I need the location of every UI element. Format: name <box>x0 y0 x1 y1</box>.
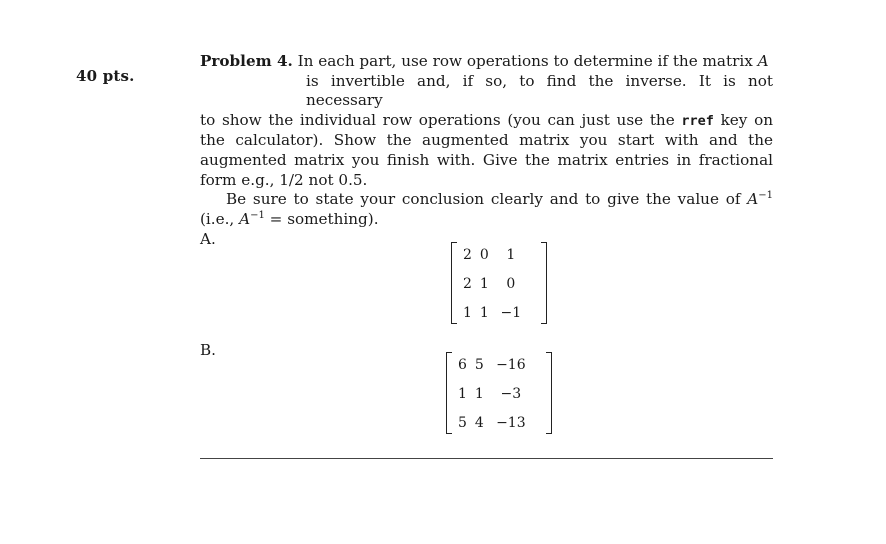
matrix-row <box>459 269 529 298</box>
points-label: 40 pts. <box>76 67 135 85</box>
matrix-a <box>459 240 529 327</box>
matrix-b <box>454 350 534 437</box>
matrix-row <box>454 350 534 379</box>
matrix-cell: 2 <box>463 275 472 292</box>
matrix-cell: −1 <box>500 304 522 321</box>
conclusion-text-c: = something). <box>269 209 379 228</box>
problem-statement <box>200 52 773 229</box>
conclusion-text-a: Be sure to state your conclusion clearly and to give the value of <box>226 190 741 209</box>
matrix-cell: 1 <box>479 275 489 292</box>
part-b-label: B. <box>200 341 216 359</box>
rref-key: rref <box>681 112 714 129</box>
matrix-cell: −13 <box>496 414 526 431</box>
matrix-cell: 6 <box>458 356 467 373</box>
inverse-base: A <box>747 190 759 209</box>
matrix-cell: −3 <box>500 385 522 402</box>
matrix-cell: 4 <box>474 414 484 431</box>
inverse-exponent: −1 <box>758 190 773 202</box>
inverse-exponent-2: −1 <box>250 209 265 221</box>
matrix-cell: 5 <box>458 414 467 431</box>
divider-rule <box>200 458 773 459</box>
matrix-cell: −16 <box>496 356 526 373</box>
matrix-b-right-bracket <box>546 352 552 434</box>
problem-line-3a: to show the individual row operations (you can just use the <box>200 110 675 129</box>
matrix-cell: 5 <box>474 356 484 373</box>
conclusion-instruction <box>200 190 773 229</box>
matrix-cell: 0 <box>479 246 489 263</box>
matrix-b-left-bracket <box>446 352 452 434</box>
matrix-cell: 1 <box>474 385 484 402</box>
matrix-a-right-bracket <box>541 242 547 324</box>
matrix-variable: A <box>757 52 769 70</box>
matrix-row <box>459 240 529 269</box>
problem-intro: In each part, use row operations to determine if the matrix <box>297 52 753 70</box>
matrix-cell: 1 <box>458 385 467 402</box>
matrix-cell: 1 <box>506 246 516 263</box>
inverse-base-2: A <box>239 209 251 228</box>
matrix-a-left-bracket <box>451 242 457 324</box>
problem-line-2: is invertible and, if so, to find the inverse. It is not necessary <box>306 71 773 110</box>
matrix-row <box>459 298 529 327</box>
matrix-cell: 1 <box>479 304 489 321</box>
matrix-row <box>454 408 534 437</box>
matrix-cell: 0 <box>506 275 516 292</box>
conclusion-text-b: (i.e., <box>200 209 235 228</box>
matrix-cell: 2 <box>463 246 472 263</box>
matrix-row <box>454 379 534 408</box>
matrix-cell: 1 <box>463 304 472 321</box>
part-a-label: A. <box>200 230 216 248</box>
problem-line-3b: key on the calculator). Show the augmented matrix you start with and the augmented matrix you finish with. Give the matrix entries in fractional form e.g., 1/2 not 0.5. <box>200 110 773 189</box>
problem-heading: Problem 4. <box>200 52 293 70</box>
